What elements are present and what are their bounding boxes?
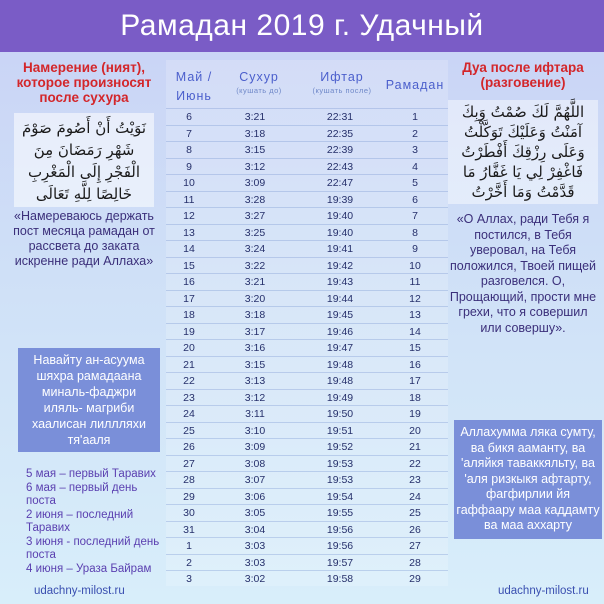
- cell-iftar: 19:56: [326, 523, 354, 536]
- cell-iftar: 19:46: [326, 325, 354, 338]
- cell-date: 28: [183, 474, 195, 486]
- cell-suhur: 3:11: [245, 408, 265, 420]
- cell-iftar: 19:42: [326, 259, 354, 272]
- cell-suhur: 3:18: [244, 127, 266, 140]
- cell-suhur: 3:07: [244, 474, 266, 486]
- cell-ramadan-day: 6: [412, 193, 418, 206]
- table-row: [166, 570, 448, 588]
- table-row: [166, 290, 448, 308]
- cell-suhur: 3:12: [244, 160, 266, 173]
- cell-ramadan-day: 8: [412, 226, 418, 239]
- cell-suhur: 3:09: [244, 177, 266, 189]
- table-row: [166, 339, 448, 357]
- cell-iftar: 19:49: [326, 391, 354, 404]
- header-suhur: [224, 70, 294, 95]
- cell-date: 3: [186, 573, 192, 585]
- dua-arabic-text: اللَّهُمَّ لَكَ صُمْتُ وَبِكَ آمَنْتُ وَعَلَيْكَ تَوَكَّلْتُ وَعَلَى رِزْقِكَ أَفْطَرْتُ فَاغْفِرْ لِي يَا غَفَّارُ مَا قَدَّمْتُ وَمَا أَخَّرْتُ: [448, 100, 598, 204]
- site-link-right[interactable]: udachny-milost.ru: [498, 585, 589, 597]
- cell-suhur: 3:20: [244, 292, 266, 305]
- table-row: [166, 240, 448, 258]
- dua-translation: «О Аллах, ради Тебя я постился, в Тебя уверовал, на Тебя положился, Твоей пищей разговелся. О, Прощающий, прости мне грехи, что я совершил или совершу».: [449, 212, 597, 335]
- cell-date: 25: [183, 424, 195, 437]
- table-row: [166, 257, 448, 275]
- cell-suhur: 3:25: [244, 226, 266, 239]
- niyat-transliteration: Навайту ан-асуума шяхра рамадаана миналь-фаджри иляль- магриби хаалисан лиллляхи тя'ааля: [18, 348, 160, 452]
- header-iftar: [302, 70, 382, 95]
- cell-iftar: 19:52: [326, 441, 354, 453]
- cell-suhur: 3:15: [244, 144, 266, 156]
- header-iftar-label: Ифтар: [320, 70, 364, 84]
- note-item: 3 июня - последний день поста: [26, 535, 160, 561]
- cell-iftar: 19:54: [326, 490, 354, 503]
- table-row: [166, 323, 448, 341]
- cell-ramadan-day: 1: [412, 111, 418, 123]
- cell-date: 14: [183, 243, 195, 255]
- cell-iftar: 22:47: [326, 177, 354, 189]
- cell-iftar: 19:48: [326, 358, 354, 371]
- cell-date: 17: [183, 292, 195, 305]
- dates-notes: [26, 468, 166, 576]
- cell-date: 8: [186, 144, 192, 156]
- cell-ramadan-day: 28: [409, 556, 421, 569]
- cell-date: 13: [183, 226, 195, 239]
- table-row: [166, 488, 448, 506]
- table-row: [166, 554, 448, 572]
- note-item: 5 мая – первый Таравих: [26, 468, 156, 480]
- cell-ramadan-day: 7: [412, 210, 418, 222]
- cell-iftar: 19:45: [326, 309, 354, 321]
- cell-date: 18: [183, 309, 195, 321]
- cell-iftar: 19:53: [326, 474, 354, 486]
- cell-suhur: 3:17: [244, 325, 266, 338]
- cell-suhur: 3:09: [244, 441, 266, 453]
- cell-ramadan-day: 4: [412, 160, 418, 173]
- cell-date: 10: [183, 177, 195, 189]
- table-row: [166, 372, 448, 390]
- header-suhur-sub: (кушать до): [236, 86, 282, 95]
- cell-iftar: 19:40: [326, 226, 354, 239]
- cell-iftar: 19:50: [326, 408, 354, 420]
- note-item: 2 июня – последний Таравих: [26, 508, 134, 534]
- cell-date: 20: [183, 342, 195, 354]
- cell-date: 16: [183, 276, 195, 288]
- cell-iftar: 22:43: [326, 160, 354, 173]
- cell-suhur: 3:28: [244, 193, 266, 206]
- niyat-arabic-text: نَوَيْتُ أَنْ أَصُومَ صَوْمَ شَهْرِ رَمَضَانَ مِنَ الْفَجْرِ إِلَى الْمَغْرِبِ خَالِصًا لِلَّهِ تَعَالَى: [14, 113, 154, 207]
- table-row: [166, 471, 448, 489]
- cell-suhur: 3:16: [244, 342, 266, 354]
- cell-iftar: 22:39: [326, 144, 354, 156]
- table-row: [166, 125, 448, 143]
- cell-suhur: 3:02: [244, 573, 266, 585]
- table-row: [166, 207, 448, 225]
- table-row: [166, 306, 448, 324]
- cell-ramadan-day: 11: [409, 276, 421, 288]
- cell-suhur: 3:03: [244, 540, 266, 552]
- cell-suhur: 3:06: [244, 490, 266, 503]
- site-link-left[interactable]: udachny-milost.ru: [34, 585, 125, 597]
- cell-date: 15: [183, 259, 195, 272]
- table-row: [166, 422, 448, 440]
- cell-iftar: 19:56: [326, 540, 354, 552]
- cell-suhur: 3:10: [244, 424, 266, 437]
- cell-ramadan-day: 25: [409, 507, 421, 519]
- cell-ramadan-day: 17: [409, 375, 421, 387]
- cell-date: 2: [186, 556, 192, 569]
- cell-ramadan-day: 24: [409, 490, 421, 503]
- table-row: [166, 405, 448, 423]
- cell-suhur: 3:27: [244, 210, 266, 222]
- cell-ramadan-day: 16: [409, 358, 421, 371]
- cell-date: 6: [186, 111, 192, 123]
- cell-ramadan-day: 19: [409, 408, 421, 420]
- table-row: [166, 389, 448, 407]
- dua-title: Дуа после ифтара (разговение): [462, 60, 584, 90]
- cell-iftar: 19:41: [326, 243, 354, 255]
- header-iftar-sub: (кушать после): [312, 86, 372, 95]
- cell-ramadan-day: 10: [409, 259, 421, 272]
- cell-iftar: 19:44: [326, 292, 354, 305]
- right-panel: [448, 60, 598, 336]
- cell-suhur: 3:21: [244, 276, 266, 288]
- schedule-table: [166, 60, 448, 586]
- cell-ramadan-day: 15: [409, 342, 421, 354]
- cell-iftar: 19:48: [326, 375, 354, 387]
- table-row: [166, 438, 448, 456]
- table-row: [166, 141, 448, 159]
- cell-suhur: 3:21: [244, 111, 266, 123]
- cell-date: 21: [183, 358, 195, 371]
- table-row: [166, 174, 448, 192]
- cell-suhur: 3:04: [244, 523, 266, 536]
- cell-suhur: 3:12: [244, 391, 266, 404]
- cell-ramadan-day: 27: [409, 540, 421, 552]
- table-row: [166, 191, 448, 209]
- header-ramadan: Рамадан: [385, 78, 445, 92]
- note-item: 4 июня – Ураза Байрам: [26, 562, 152, 575]
- table-row: [166, 455, 448, 473]
- cell-date: 11: [183, 193, 195, 206]
- table-row: [166, 356, 448, 374]
- cell-ramadan-day: 5: [412, 177, 418, 189]
- cell-ramadan-day: 12: [409, 292, 421, 305]
- note-item: 6 мая – первый день поста: [26, 481, 138, 507]
- cell-suhur: 3:24: [244, 243, 266, 255]
- table-row: [166, 521, 448, 539]
- cell-ramadan-day: 9: [412, 243, 418, 255]
- cell-date: 30: [183, 507, 195, 519]
- cell-iftar: 19:55: [326, 507, 354, 519]
- dua-transliteration: Аллахумма ляка сумту, ва бикя ааманту, ва 'аляйкя таваккяльту, ва 'аля ризкыкя афтарту, фагфирлии йя гаффаару маа каддамту ва маа аххарту: [454, 420, 602, 539]
- table-row: [166, 537, 448, 555]
- cell-date: 22: [183, 375, 195, 387]
- cell-date: 29: [183, 490, 195, 503]
- cell-date: 12: [183, 210, 195, 222]
- cell-date: 19: [183, 325, 195, 338]
- cell-suhur: 3:15: [244, 358, 266, 371]
- cell-iftar: 22:31: [326, 111, 354, 123]
- cell-iftar: 19:39: [326, 193, 354, 206]
- cell-date: 26: [183, 441, 195, 453]
- cell-date: 1: [186, 540, 192, 552]
- niyat-title: Намерение (ният), которое произносят после сухура: [16, 60, 152, 105]
- cell-ramadan-day: 2: [412, 127, 418, 140]
- cell-iftar: 19:47: [326, 342, 354, 354]
- cell-suhur: 3:03: [244, 556, 266, 569]
- header-suhur-label: Сухур: [239, 70, 279, 84]
- cell-ramadan-day: 14: [409, 325, 421, 338]
- cell-ramadan-day: 20: [409, 424, 421, 437]
- cell-suhur: 3:08: [244, 457, 266, 470]
- cell-ramadan-day: 29: [409, 573, 421, 585]
- cell-suhur: 3:18: [244, 309, 266, 321]
- niyat-translation: «Намереваюсь держать пост месяца рамадан от рассвета до заката искренне ради Аллаха»: [13, 209, 155, 268]
- cell-iftar: 19:53: [326, 457, 354, 470]
- table-row: [166, 273, 448, 291]
- cell-iftar: 19:43: [326, 276, 354, 288]
- cell-ramadan-day: 18: [409, 391, 421, 404]
- table-header: [166, 60, 448, 108]
- header-date: Май / Июнь: [175, 70, 213, 103]
- cell-suhur: 3:05: [244, 507, 266, 519]
- table-row: [166, 158, 448, 176]
- cell-suhur: 3:13: [244, 375, 266, 387]
- cell-date: 9: [186, 160, 192, 173]
- cell-ramadan-day: 3: [412, 144, 418, 156]
- cell-iftar: 19:51: [326, 424, 354, 437]
- cell-date: 23: [183, 391, 195, 404]
- table-row: [166, 108, 448, 126]
- cell-iftar: 19:40: [326, 210, 354, 222]
- cell-date: 31: [183, 523, 195, 536]
- cell-date: 7: [186, 127, 192, 140]
- cell-ramadan-day: 22: [409, 457, 421, 470]
- cell-date: 27: [183, 457, 195, 470]
- cell-ramadan-day: 13: [409, 309, 421, 321]
- cell-iftar: 22:35: [326, 127, 354, 140]
- table-row: [166, 224, 448, 242]
- page-title: Рамадан 2019 г. Удачный: [0, 0, 604, 52]
- cell-ramadan-day: 23: [409, 474, 421, 486]
- cell-ramadan-day: 26: [409, 523, 421, 536]
- table-row: [166, 504, 448, 522]
- cell-iftar: 19:58: [326, 573, 354, 585]
- cell-date: 24: [183, 408, 195, 420]
- cell-iftar: 19:57: [326, 556, 354, 569]
- cell-ramadan-day: 21: [409, 441, 421, 453]
- cell-suhur: 3:22: [244, 259, 266, 272]
- left-panel: [8, 60, 160, 269]
